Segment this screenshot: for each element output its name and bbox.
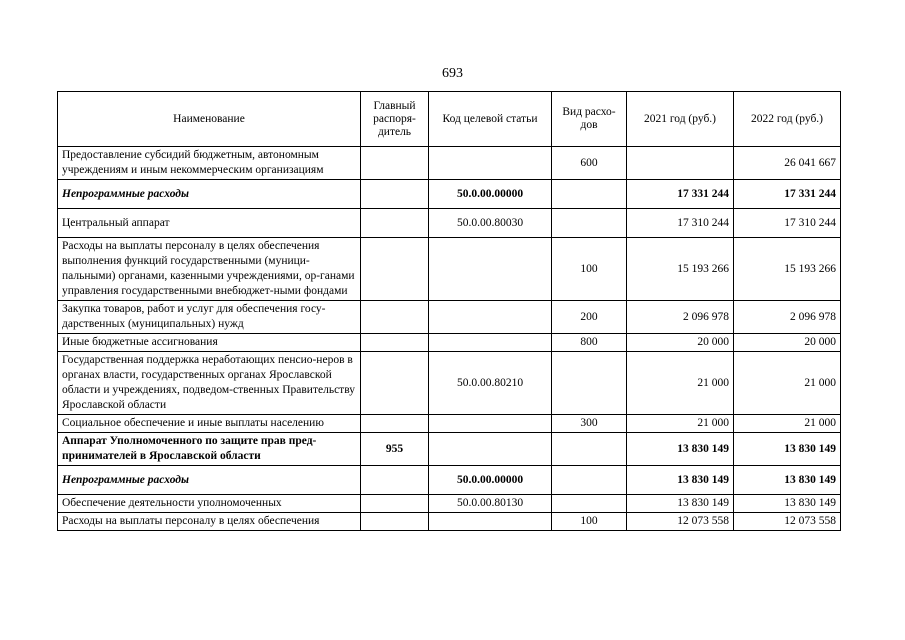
cell-code [429, 238, 552, 301]
cell-2022: 21 000 [734, 352, 841, 415]
cell-name: Предоставление субсидий бюджетным, автономным учреждениям и иным некоммерческим организациям [58, 147, 361, 180]
cell-2021: 21 000 [627, 415, 734, 433]
cell-vid [552, 180, 627, 209]
table-row [58, 415, 841, 433]
cell-grbs [361, 147, 429, 180]
cell-2021 [627, 147, 734, 180]
table-row [58, 495, 841, 513]
cell-name: Непрограммные расходы [58, 180, 361, 209]
cell-name: Государственная поддержка неработающих пенсио-неров в органах власти, государственных органах Ярославской области и учреждениях, подведом-ственных Правительству Ярославской области [58, 352, 361, 415]
cell-2022: 2 096 978 [734, 301, 841, 334]
cell-grbs [361, 466, 429, 495]
cell-grbs [361, 352, 429, 415]
cell-grbs: 955 [361, 433, 429, 466]
cell-code [429, 301, 552, 334]
cell-code [429, 415, 552, 433]
cell-name: Иные бюджетные ассигнования [58, 334, 361, 352]
cell-vid [552, 466, 627, 495]
cell-vid: 100 [552, 238, 627, 301]
table-header-row [58, 92, 841, 147]
cell-2021: 12 073 558 [627, 513, 734, 531]
cell-name: Социальное обеспечение и иные выплаты населению [58, 415, 361, 433]
cell-vid: 300 [552, 415, 627, 433]
cell-2021: 13 830 149 [627, 433, 734, 466]
cell-vid: 100 [552, 513, 627, 531]
column-header-name: Наименование [58, 92, 361, 147]
cell-code [429, 433, 552, 466]
cell-vid: 800 [552, 334, 627, 352]
cell-2021: 21 000 [627, 352, 734, 415]
cell-2021: 2 096 978 [627, 301, 734, 334]
cell-vid [552, 352, 627, 415]
cell-2022: 17 331 244 [734, 180, 841, 209]
cell-name: Закупка товаров, работ и услуг для обеспечения госу-дарственных (муниципальных) нужд [58, 301, 361, 334]
cell-2021: 15 193 266 [627, 238, 734, 301]
cell-grbs [361, 495, 429, 513]
cell-2021: 17 310 244 [627, 209, 734, 238]
cell-name: Непрограммные расходы [58, 466, 361, 495]
cell-grbs [361, 238, 429, 301]
cell-code: 50.0.00.00000 [429, 466, 552, 495]
cell-name: Обеспечение деятельности уполномоченных [58, 495, 361, 513]
cell-2022: 20 000 [734, 334, 841, 352]
table-body [58, 147, 841, 531]
cell-code: 50.0.00.80210 [429, 352, 552, 415]
cell-grbs [361, 513, 429, 531]
column-header-2022: 2022 год (руб.) [734, 92, 841, 147]
cell-vid: 600 [552, 147, 627, 180]
table-row [58, 147, 841, 180]
column-header-vid: Вид расхо-дов [552, 92, 627, 147]
cell-vid: 200 [552, 301, 627, 334]
cell-code [429, 334, 552, 352]
table-row [58, 466, 841, 495]
cell-code: 50.0.00.00000 [429, 180, 552, 209]
table-row [58, 334, 841, 352]
table-row [58, 180, 841, 209]
column-header-2021: 2021 год (руб.) [627, 92, 734, 147]
table-row [58, 301, 841, 334]
cell-2022: 21 000 [734, 415, 841, 433]
cell-2021: 13 830 149 [627, 495, 734, 513]
cell-grbs [361, 209, 429, 238]
cell-2022: 13 830 149 [734, 433, 841, 466]
cell-2021: 13 830 149 [627, 466, 734, 495]
cell-grbs [361, 301, 429, 334]
cell-name: Аппарат Уполномоченного по защите прав пред-принимателей в Ярославской области [58, 433, 361, 466]
table-row [58, 513, 841, 531]
cell-grbs [361, 180, 429, 209]
cell-grbs [361, 415, 429, 433]
cell-name: Расходы на выплаты персоналу в целях обеспечения выполнения функций государственными (муници-пальными) органами, казенными учреждениями, ор-ганами управления государственными внебюджет-ными фондами [58, 238, 361, 301]
cell-vid [552, 495, 627, 513]
cell-2022: 15 193 266 [734, 238, 841, 301]
table-row [58, 209, 841, 238]
cell-name: Центральный аппарат [58, 209, 361, 238]
cell-code [429, 513, 552, 531]
cell-2021: 17 331 244 [627, 180, 734, 209]
table-row [58, 352, 841, 415]
cell-2022: 13 830 149 [734, 495, 841, 513]
cell-2022: 13 830 149 [734, 466, 841, 495]
cell-code: 50.0.00.80030 [429, 209, 552, 238]
cell-vid [552, 209, 627, 238]
page-number: 693 [442, 66, 463, 81]
column-header-code: Код целевой статьи [429, 92, 552, 147]
table-row [58, 238, 841, 301]
cell-2022: 12 073 558 [734, 513, 841, 531]
budget-table [57, 91, 841, 531]
cell-grbs [361, 334, 429, 352]
cell-code [429, 147, 552, 180]
cell-2022: 26 041 667 [734, 147, 841, 180]
cell-name: Расходы на выплаты персоналу в целях обеспечения [58, 513, 361, 531]
table-row [58, 433, 841, 466]
cell-2022: 17 310 244 [734, 209, 841, 238]
cell-code: 50.0.00.80130 [429, 495, 552, 513]
cell-vid [552, 433, 627, 466]
column-header-grbs: Главный распоря-дитель [361, 92, 429, 147]
cell-2021: 20 000 [627, 334, 734, 352]
